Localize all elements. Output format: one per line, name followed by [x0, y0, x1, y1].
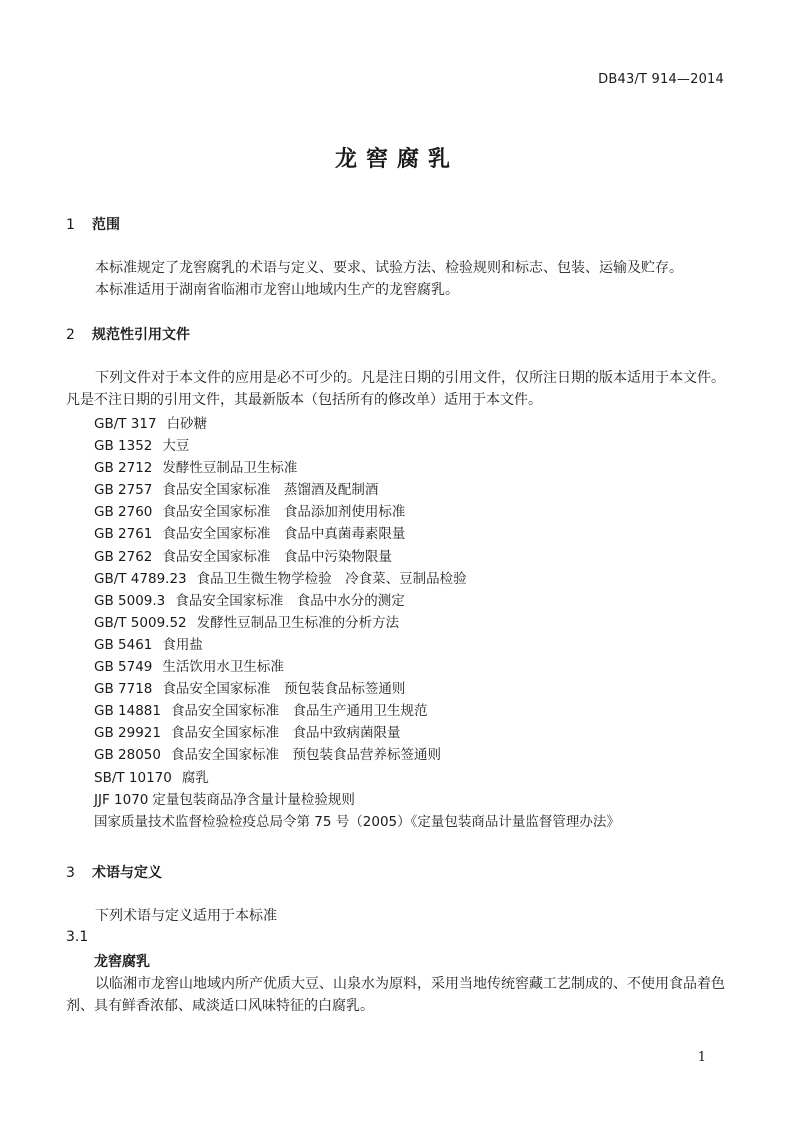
reference-item — [94, 722, 620, 744]
reference-code: GB 2712 — [94, 460, 153, 477]
section-title: 规范性引用文件 — [92, 327, 190, 343]
section-title: 范围 — [92, 217, 120, 233]
section-heading-terms — [66, 862, 162, 882]
reference-name: 发酵性豆制品卫生标准 — [162, 460, 298, 477]
reference-name: 腐乳 — [181, 769, 209, 786]
section-number: 3 — [66, 865, 75, 881]
reference-code: JJF 1070 — [94, 791, 149, 808]
reference-item — [94, 590, 620, 612]
reference-code: GB 5009.3 — [94, 592, 166, 609]
section-title: 术语与定义 — [92, 865, 162, 881]
reference-code: GB/T 4789.23 — [94, 570, 187, 587]
reference-name: 定量包装商品净含量计量检验规则 — [152, 791, 355, 808]
reference-code: GB 29921 — [94, 725, 161, 742]
reference-item — [94, 767, 620, 789]
reference-item — [94, 634, 620, 656]
reference-item — [94, 568, 620, 590]
reference-name: 食品安全国家标准 食品生产通用卫生规范 — [170, 703, 428, 720]
reference-name: 食品安全国家标准 食品中污染物限量 — [162, 548, 392, 565]
reference-name: 食品安全国家标准 食品中致病菌限量 — [170, 725, 401, 742]
reference-name: 大豆 — [162, 438, 190, 455]
section-number: 2 — [66, 327, 75, 343]
document-title: 龙窖腐乳 — [334, 147, 459, 172]
reference-name: 白砂糖 — [166, 416, 208, 432]
section-heading-scope — [66, 214, 120, 234]
reference-code: GB 1352 — [94, 438, 153, 455]
reference-item — [94, 678, 620, 700]
reference-item — [94, 656, 620, 678]
reference-code: GB 2761 — [94, 526, 153, 543]
reference-code: GB 28050 — [94, 747, 161, 764]
reference-code: SB/T 10170 — [94, 769, 172, 786]
reference-name: 食品卫生微生物学检验 冷食菜、豆制品检验 — [196, 570, 467, 587]
reference-name: 食品安全国家标准 食品中真菌毒素限量 — [162, 526, 406, 543]
normative-intro: 下列文件对于本文件的应用是必不可少的。凡是注日期的引用文件，仅所注日期的版本适用于本文件。凡是不注日期的引用文件，其最新版本（包括所有的修改单）适用于本文件。 — [66, 370, 725, 408]
reference-item — [94, 546, 620, 568]
section-number: 1 — [66, 217, 75, 233]
reference-item — [94, 479, 620, 501]
reference-name: 生活饮用水卫生标准 — [162, 659, 284, 676]
reference-item — [94, 523, 620, 545]
reference-item — [94, 811, 620, 833]
reference-code: GB 2760 — [94, 504, 153, 521]
reference-item — [94, 744, 620, 766]
term-definition: 以临湘市龙窖山地域内所产优质大豆、山泉水为原料，采用当地传统窖藏工艺制成的、不使用食品着色剂、具有鲜香浓郁、咸淡适口风味特征的白腐乳。 — [66, 976, 725, 1014]
reference-code: GB 5461 — [94, 636, 153, 653]
reference-code: GB/T 317 — [94, 416, 157, 432]
reference-code: GB/T 5009.52 — [94, 614, 187, 631]
reference-code: GB 2762 — [94, 548, 153, 565]
section-heading-normative — [66, 324, 190, 344]
reference-item — [94, 457, 620, 479]
reference-name: 食品安全国家标准 预包装食品营养标签通则 — [170, 747, 441, 764]
reference-name: 食品安全国家标准 预包装食品标签通则 — [162, 681, 406, 698]
reference-code: GB 14881 — [94, 703, 161, 720]
reference-item — [94, 413, 620, 435]
term-number: 3.1 — [66, 929, 89, 945]
reference-name: 食品安全国家标准 食品中水分的测定 — [175, 592, 405, 609]
scope-paragraph-1: 本标准规定了龙窖腐乳的术语与定义、要求、试验方法、检验规则和标志、包装、运输及贮存。 — [95, 260, 683, 276]
reference-name: 食品安全国家标准 蒸馏酒及配制酒 — [162, 482, 379, 499]
reference-item — [94, 612, 620, 634]
reference-item — [94, 700, 620, 722]
terms-intro: 下列术语与定义适用于本标准 — [95, 908, 277, 924]
reference-list — [94, 413, 620, 833]
reference-code: GB 7718 — [94, 681, 153, 698]
reference-name: 发酵性豆制品卫生标准的分析方法 — [196, 614, 400, 631]
term-name: 龙窖腐乳 — [94, 954, 150, 970]
standard-code: DB43/T 914—2014 — [598, 72, 724, 87]
reference-item — [94, 789, 620, 811]
reference-name: 国家质量技术监督检验检疫总局令第 75 号（2005）《定量包装商品计量监督管理办法》 — [94, 813, 620, 830]
reference-name: 食品安全国家标准 食品添加剂使用标准 — [162, 504, 406, 521]
scope-paragraph-2: 本标准适用于湖南省临湘市龙窖山地域内生产的龙窖腐乳。 — [95, 282, 459, 298]
reference-name: 食用盐 — [162, 636, 203, 653]
page-number: 1 — [697, 1050, 706, 1065]
reference-item — [94, 501, 620, 523]
reference-code: GB 5749 — [94, 659, 153, 676]
reference-item — [94, 435, 620, 457]
reference-code: GB 2757 — [94, 482, 153, 499]
